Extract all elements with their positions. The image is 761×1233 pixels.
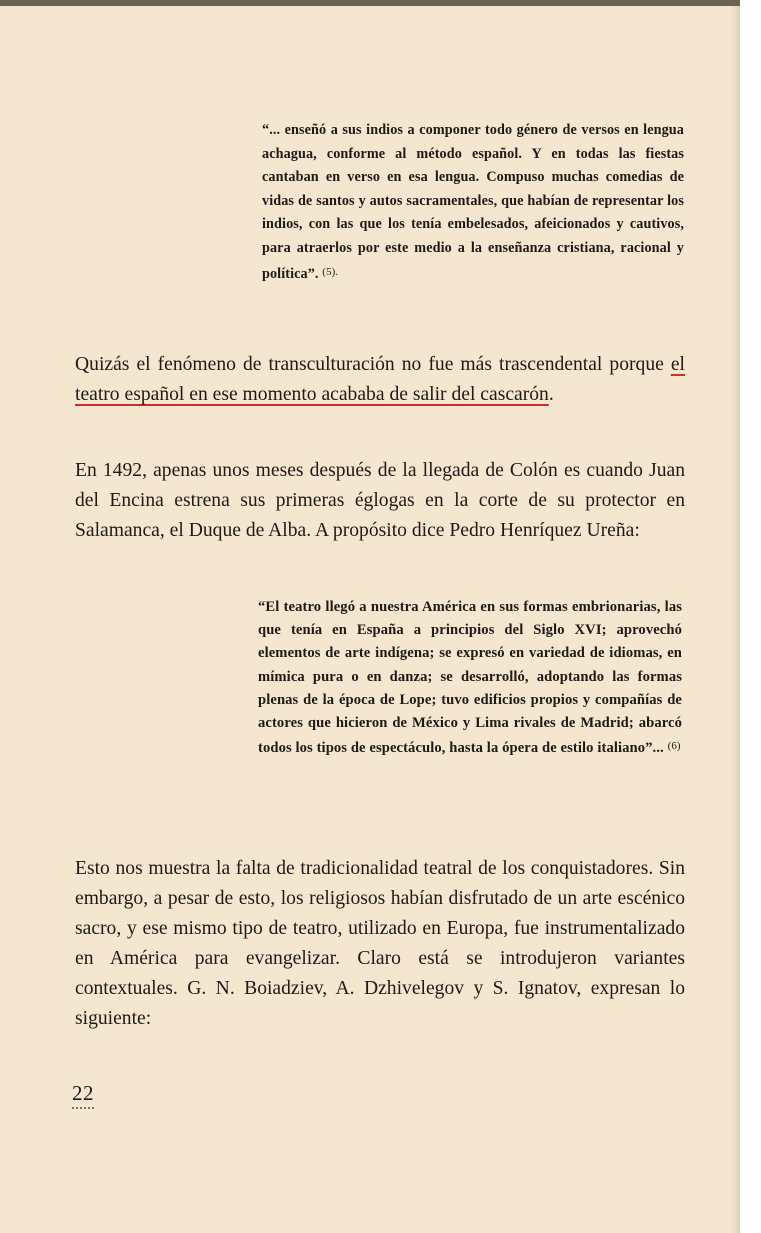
quote-2-text: “El teatro llegó a nuestra América en sus formas embrionarias, las que tenía en España a principios del Siglo XVI; aprovechó elementos de arte indígena; se expresó en variedad de idiomas, en mímica pura o en danza; se desarrolló, adoptando las formas plenas de la época de Lope; tuvo edificios propios y compañías de actores que hicieron de México y Lima rivales de Madrid; abarcó todos los tipos de espectáculo, hasta la ópera de estilo italiano”...: [258, 599, 682, 757]
paragraph-1-end: .: [548, 384, 554, 405]
quote-1-text: “... enseñó a sus indios a componer todo género de versos en lengua achagua, conforme al método español. Y en todas las fiestas cantaban en verso en esa lengua. Compuso muchas comedias de vidas de santos y autos sacramentales, que habían de representar los indios, con las que los tenía embelesados, afeicionados y cautivos, para atraerlos por este medio a la enseñanza cristiana, racional y política”.: [262, 122, 684, 282]
handwritten-underline-passage: el teatro español en ese momento acababa de salir del cascarón: [75, 354, 685, 405]
footnote-marker-6: (6): [667, 740, 681, 753]
paragraph-tradition: Esto nos muestra la falta de tradicionalidad teatral de los conquistadores. Sin embargo, a pesar de esto, los religiosos habían disfrutado de un arte escénico sacro, y ese mismo tipo de teatro, utilizado en Europa, fue instrumentalizado en América para evangelizar. Claro está se introdujeron variantes contextuales. G. N. Boiadziev, A. Dzhivelegov y S. Ignatov, expresan lo siguiente:: [75, 858, 685, 1029]
paragraph-1-lead: Quizás el fenómeno de transculturación no fue más trascendental porque: [75, 354, 671, 375]
block-quote-2: [258, 596, 682, 760]
page-number: 22: [72, 1081, 94, 1105]
block-quote-1: [262, 119, 684, 286]
paragraph-juan-del-encina: En 1492, apenas unos meses después de la llegada de Colón es cuando Juan del Encina estrena sus primeras églogas en la corte de su protector en Salamanca, el Duque de Alba. A propósito dice Pedro Henríquez Ureña:: [75, 460, 685, 541]
paragraph-transculturation: [75, 350, 685, 410]
footnote-marker-5: (5).: [322, 265, 339, 278]
